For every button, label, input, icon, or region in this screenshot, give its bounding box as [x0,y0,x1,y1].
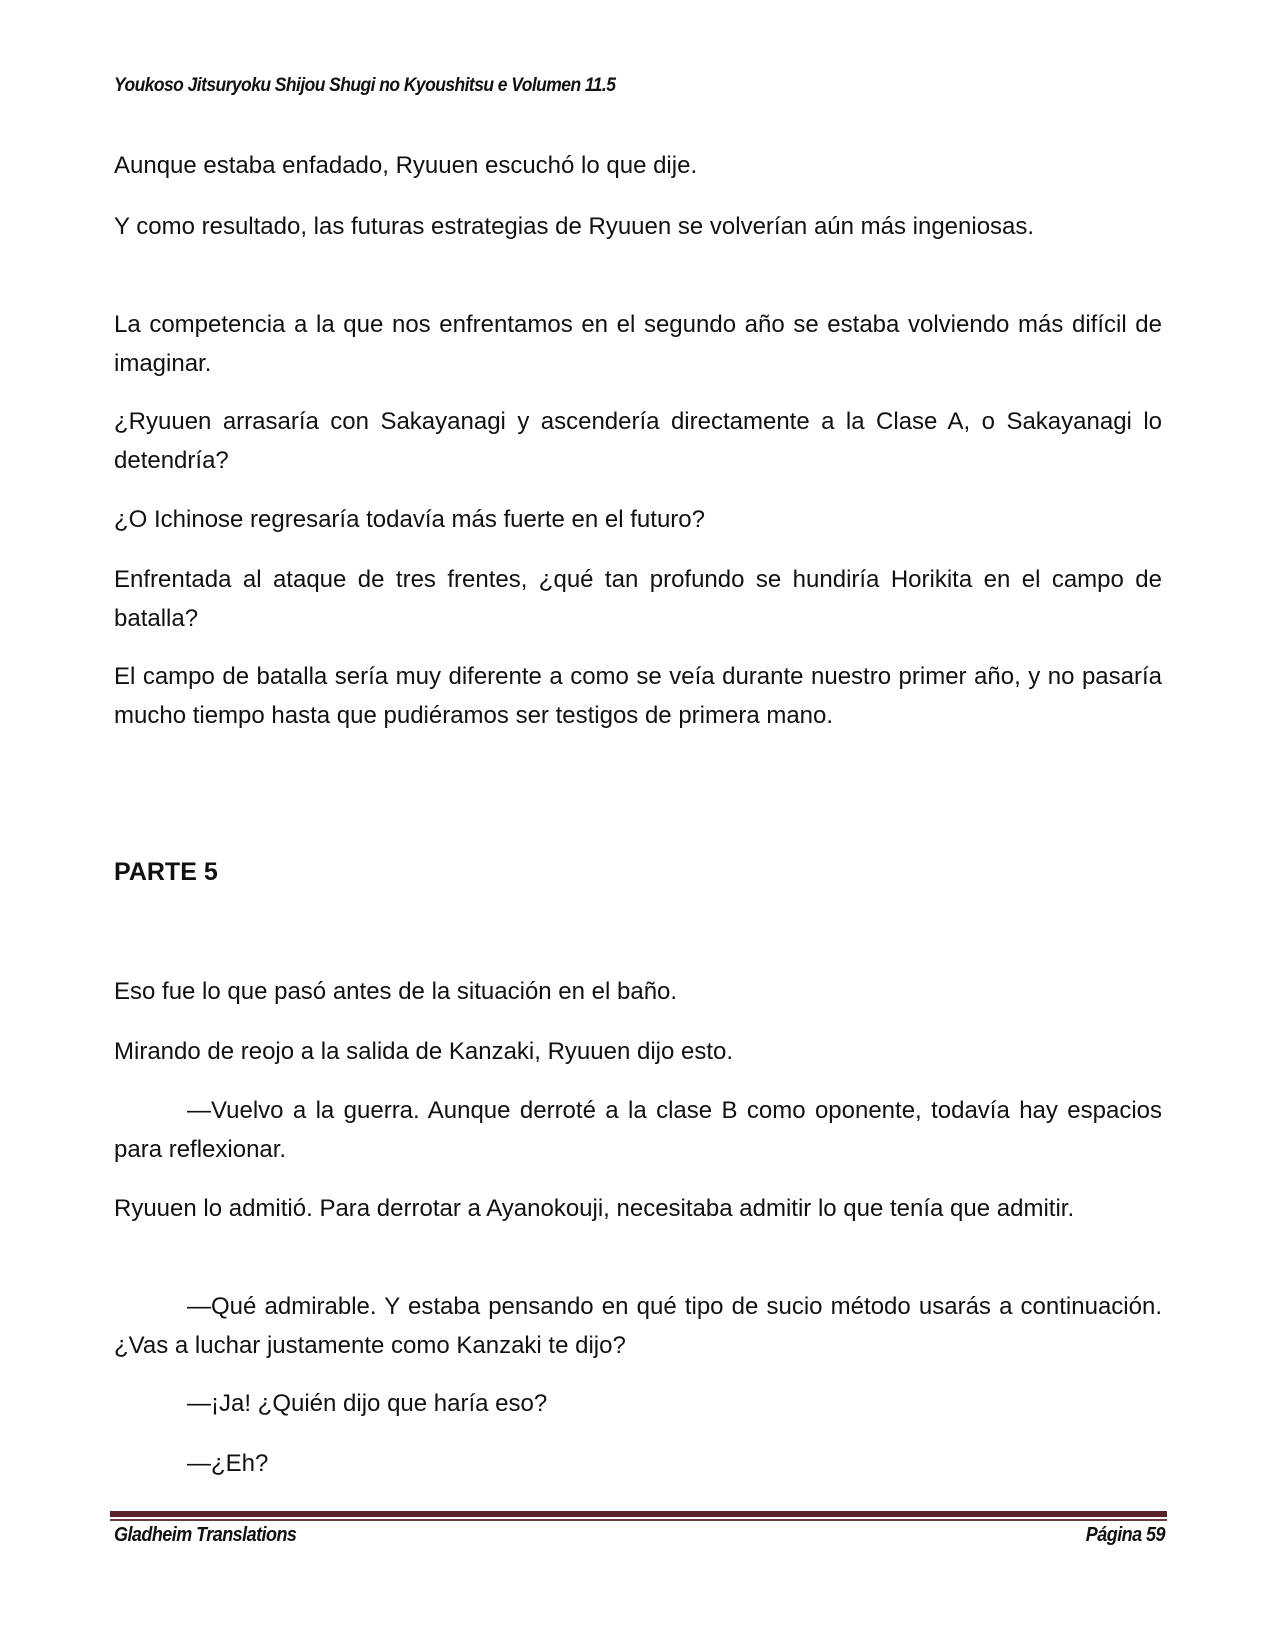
paragraph: Enfrentada al ataque de tres frentes, ¿qué tan profundo se hundiría Horikita en el campo de batalla? [114,566,1162,632]
dialogue-paragraph: —¡Ja! ¿Quién dijo que haría eso? [187,1390,548,1417]
paragraph: La competencia a la que nos enfrentamos en el segundo año se estaba volviendo más difícil de imaginar. [114,311,1162,377]
paragraph: Ryuuen lo admitió. Para derrotar a Ayanokouji, necesitaba admitir lo que tenía que admitir. [114,1195,1075,1222]
footer-rule [110,1511,1167,1517]
dialogue-paragraph: —¿Eh? [187,1450,269,1477]
running-header: Youkoso Jitsuryoku Shijou Shugi no Kyoushitsu e Volumen 11.5 [114,75,616,96]
paragraph: Eso fue lo que pasó antes de la situación en el baño. [114,978,678,1005]
dialogue-paragraph: —Vuelvo a la guerra. Aunque derroté a la clase B como oponente, todavía hay espacios para reflexionar. [114,1097,1162,1163]
footer-rule-thin [110,1519,1167,1521]
dialogue-paragraph: —Qué admirable. Y estaba pensando en qué tipo de sucio método usarás a continuación. ¿Vas a luchar justamente como Kanzaki te dijo? [114,1293,1162,1359]
section-heading: PARTE 5 [114,858,218,886]
paragraph: Mirando de reojo a la salida de Kanzaki, Ryuuen dijo esto. [114,1038,734,1065]
paragraph: El campo de batalla sería muy diferente a como se veía durante nuestro primer año, y no pasaría mucho tiempo hasta que pudiéramos ser testigos de primera mano. [114,663,1162,729]
page-number: Página 59 [1085,1524,1165,1546]
paragraph: Aunque estaba enfadado, Ryuuen escuchó lo que dije. [114,152,698,179]
paragraph: Y como resultado, las futuras estrategias de Ryuuen se volverían aún más ingeniosas. [114,213,1035,240]
footer-translator: Gladheim Translations [114,1524,297,1546]
paragraph: ¿O Ichinose regresaría todavía más fuerte en el futuro? [114,506,705,533]
paragraph: ¿Ryuuen arrasaría con Sakayanagi y ascendería directamente a la Clase A, o Sakayanagi lo detendría? [114,408,1162,474]
